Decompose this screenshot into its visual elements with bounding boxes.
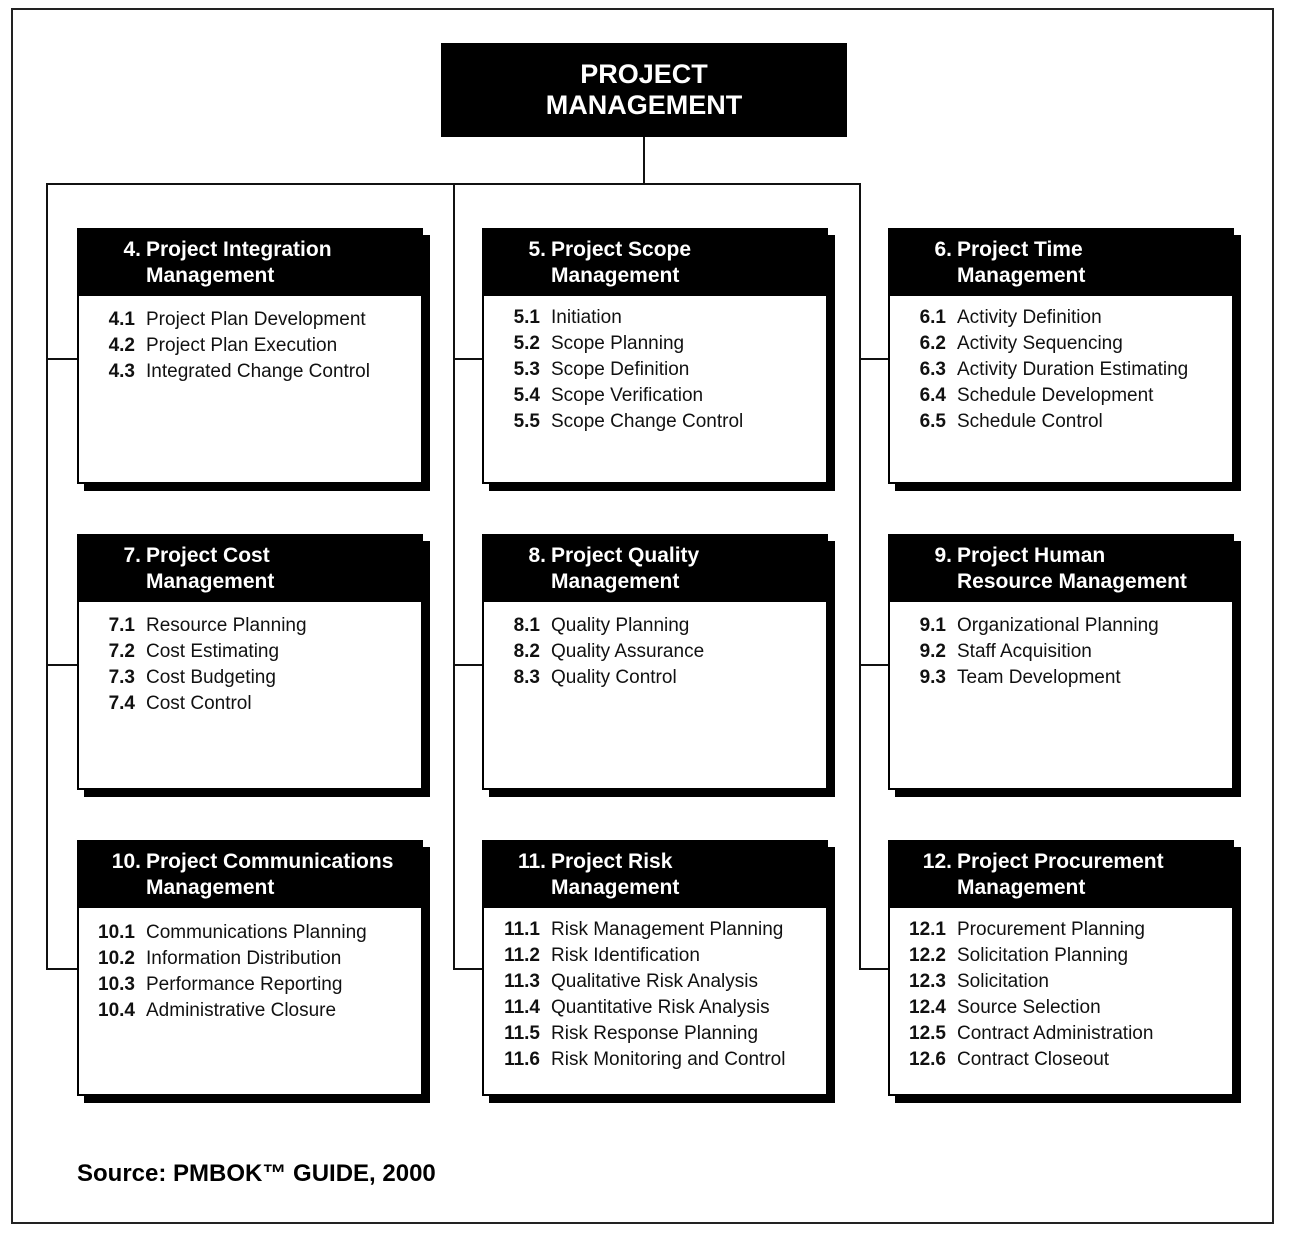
area-box-quality — [482, 534, 828, 790]
trunk-left — [46, 183, 48, 970]
process-item: 10.1 Communications Planning — [98, 922, 367, 943]
branch-4 — [46, 358, 78, 360]
process-item: 9.3 Team Development — [919, 667, 1121, 688]
area-box-risk — [482, 840, 828, 1096]
process-item: 12.4 Source Selection — [909, 997, 1101, 1018]
root-node — [441, 43, 847, 137]
process-item: 9.2 Staff Acquisition — [919, 641, 1092, 662]
process-item: 12.2 Solicitation Planning — [909, 945, 1129, 966]
process-item: 12.5 Contract Administration — [909, 1023, 1154, 1044]
process-item: 10.3 Performance Reporting — [98, 974, 343, 995]
process-item: 10.2 Information Distribution — [98, 948, 342, 969]
area-title: Project Risk Management — [551, 850, 680, 899]
process-item: 11.3 Qualitative Risk Analysis — [504, 971, 758, 992]
root-title-line2: MANAGEMENT — [545, 90, 743, 120]
trunk-middle — [453, 183, 455, 970]
process-item: 11.6 Risk Monitoring and Control — [504, 1049, 786, 1070]
area-number: 11. — [517, 850, 546, 873]
area-title: Project Cost Management — [146, 544, 275, 593]
area-header — [484, 842, 826, 908]
process-item: 5.1 Initiation — [513, 307, 622, 328]
process-item: 5.3 Scope Definition — [513, 359, 690, 380]
area-number: 7. — [123, 544, 141, 567]
area-title: Project Scope Management — [551, 238, 692, 287]
process-item: 9.1 Organizational Planning — [919, 615, 1159, 636]
process-item: 6.1 Activity Definition — [919, 307, 1102, 328]
area-number: 12. — [922, 850, 952, 873]
area-title: Project Quality Management — [551, 544, 700, 593]
process-item: 11.1 Risk Management Planning — [504, 919, 784, 940]
branch-5 — [453, 358, 483, 360]
area-title: Project Procurement Management — [957, 850, 1164, 899]
process-item: 12.6 Contract Closeout — [909, 1049, 1110, 1070]
area-header — [79, 842, 421, 908]
area-header — [890, 842, 1232, 908]
process-item: 6.5 Schedule Control — [919, 411, 1103, 432]
area-box-communications — [77, 840, 423, 1096]
process-item: 7.3 Cost Budgeting — [108, 667, 276, 688]
area-number: 5. — [528, 238, 546, 261]
area-header — [890, 536, 1232, 602]
area-number: 8. — [528, 544, 546, 567]
process-item: 6.3 Activity Duration Estimating — [919, 359, 1189, 380]
branch-7 — [46, 664, 78, 666]
area-header — [79, 536, 421, 602]
process-item: 11.4 Quantitative Risk Analysis — [504, 997, 770, 1018]
area-header — [79, 230, 421, 296]
process-item: 7.4 Cost Control — [108, 693, 252, 714]
process-item: 8.2 Quality Assurance — [513, 641, 705, 662]
area-title: Project Communications Management — [146, 850, 394, 899]
process-item: 11.2 Risk Identification — [504, 945, 700, 966]
source-caption: Source: PMBOK™ GUIDE, 2000 — [77, 1160, 436, 1187]
process-item: 5.2 Scope Planning — [513, 333, 685, 354]
process-item: 4.3 Integrated Change Control — [108, 361, 370, 382]
area-box-time — [888, 228, 1234, 484]
process-item: 6.2 Activity Sequencing — [919, 333, 1123, 354]
process-item: 6.4 Schedule Development — [919, 385, 1154, 406]
area-box-cost — [77, 534, 423, 790]
process-item: 7.2 Cost Estimating — [108, 641, 280, 662]
process-item: 12.1 Procurement Planning — [909, 919, 1145, 940]
area-title: Project Integration Management — [146, 238, 332, 287]
area-number: 6. — [934, 238, 952, 261]
root-stem — [643, 137, 645, 185]
process-item: 8.3 Quality Control — [513, 667, 677, 688]
area-header — [890, 230, 1232, 296]
area-title: Project Human Resource Management — [957, 544, 1187, 593]
area-header — [484, 536, 826, 602]
process-item: 7.1 Resource Planning — [108, 615, 307, 636]
area-box-integration — [77, 228, 423, 484]
area-title: Project Time Management — [957, 238, 1086, 287]
area-number: 4. — [123, 238, 141, 261]
branch-11 — [453, 968, 483, 970]
process-item: 11.5 Risk Response Planning — [504, 1023, 759, 1044]
root-title-line1: PROJECT — [580, 59, 708, 89]
branch-6 — [859, 358, 889, 360]
area-header — [484, 230, 826, 296]
process-item: 4.1 Project Plan Development — [108, 309, 366, 330]
process-item: 10.4 Administrative Closure — [98, 1000, 337, 1021]
branch-9 — [859, 664, 889, 666]
branch-8 — [453, 664, 483, 666]
process-item: 8.1 Quality Planning — [513, 615, 690, 636]
area-box-procurement — [888, 840, 1234, 1096]
area-box-human-resource — [888, 534, 1234, 790]
branch-12 — [859, 968, 889, 970]
branch-10 — [46, 968, 78, 970]
process-item: 5.4 Scope Verification — [513, 385, 704, 406]
process-item: 5.5 Scope Change Control — [513, 411, 744, 432]
area-box-scope — [482, 228, 828, 484]
process-item: 4.2 Project Plan Execution — [108, 335, 338, 356]
area-number: 10. — [111, 850, 141, 873]
process-item: 12.3 Solicitation — [909, 971, 1049, 992]
trunk-right — [859, 183, 861, 970]
area-number: 9. — [934, 544, 952, 567]
